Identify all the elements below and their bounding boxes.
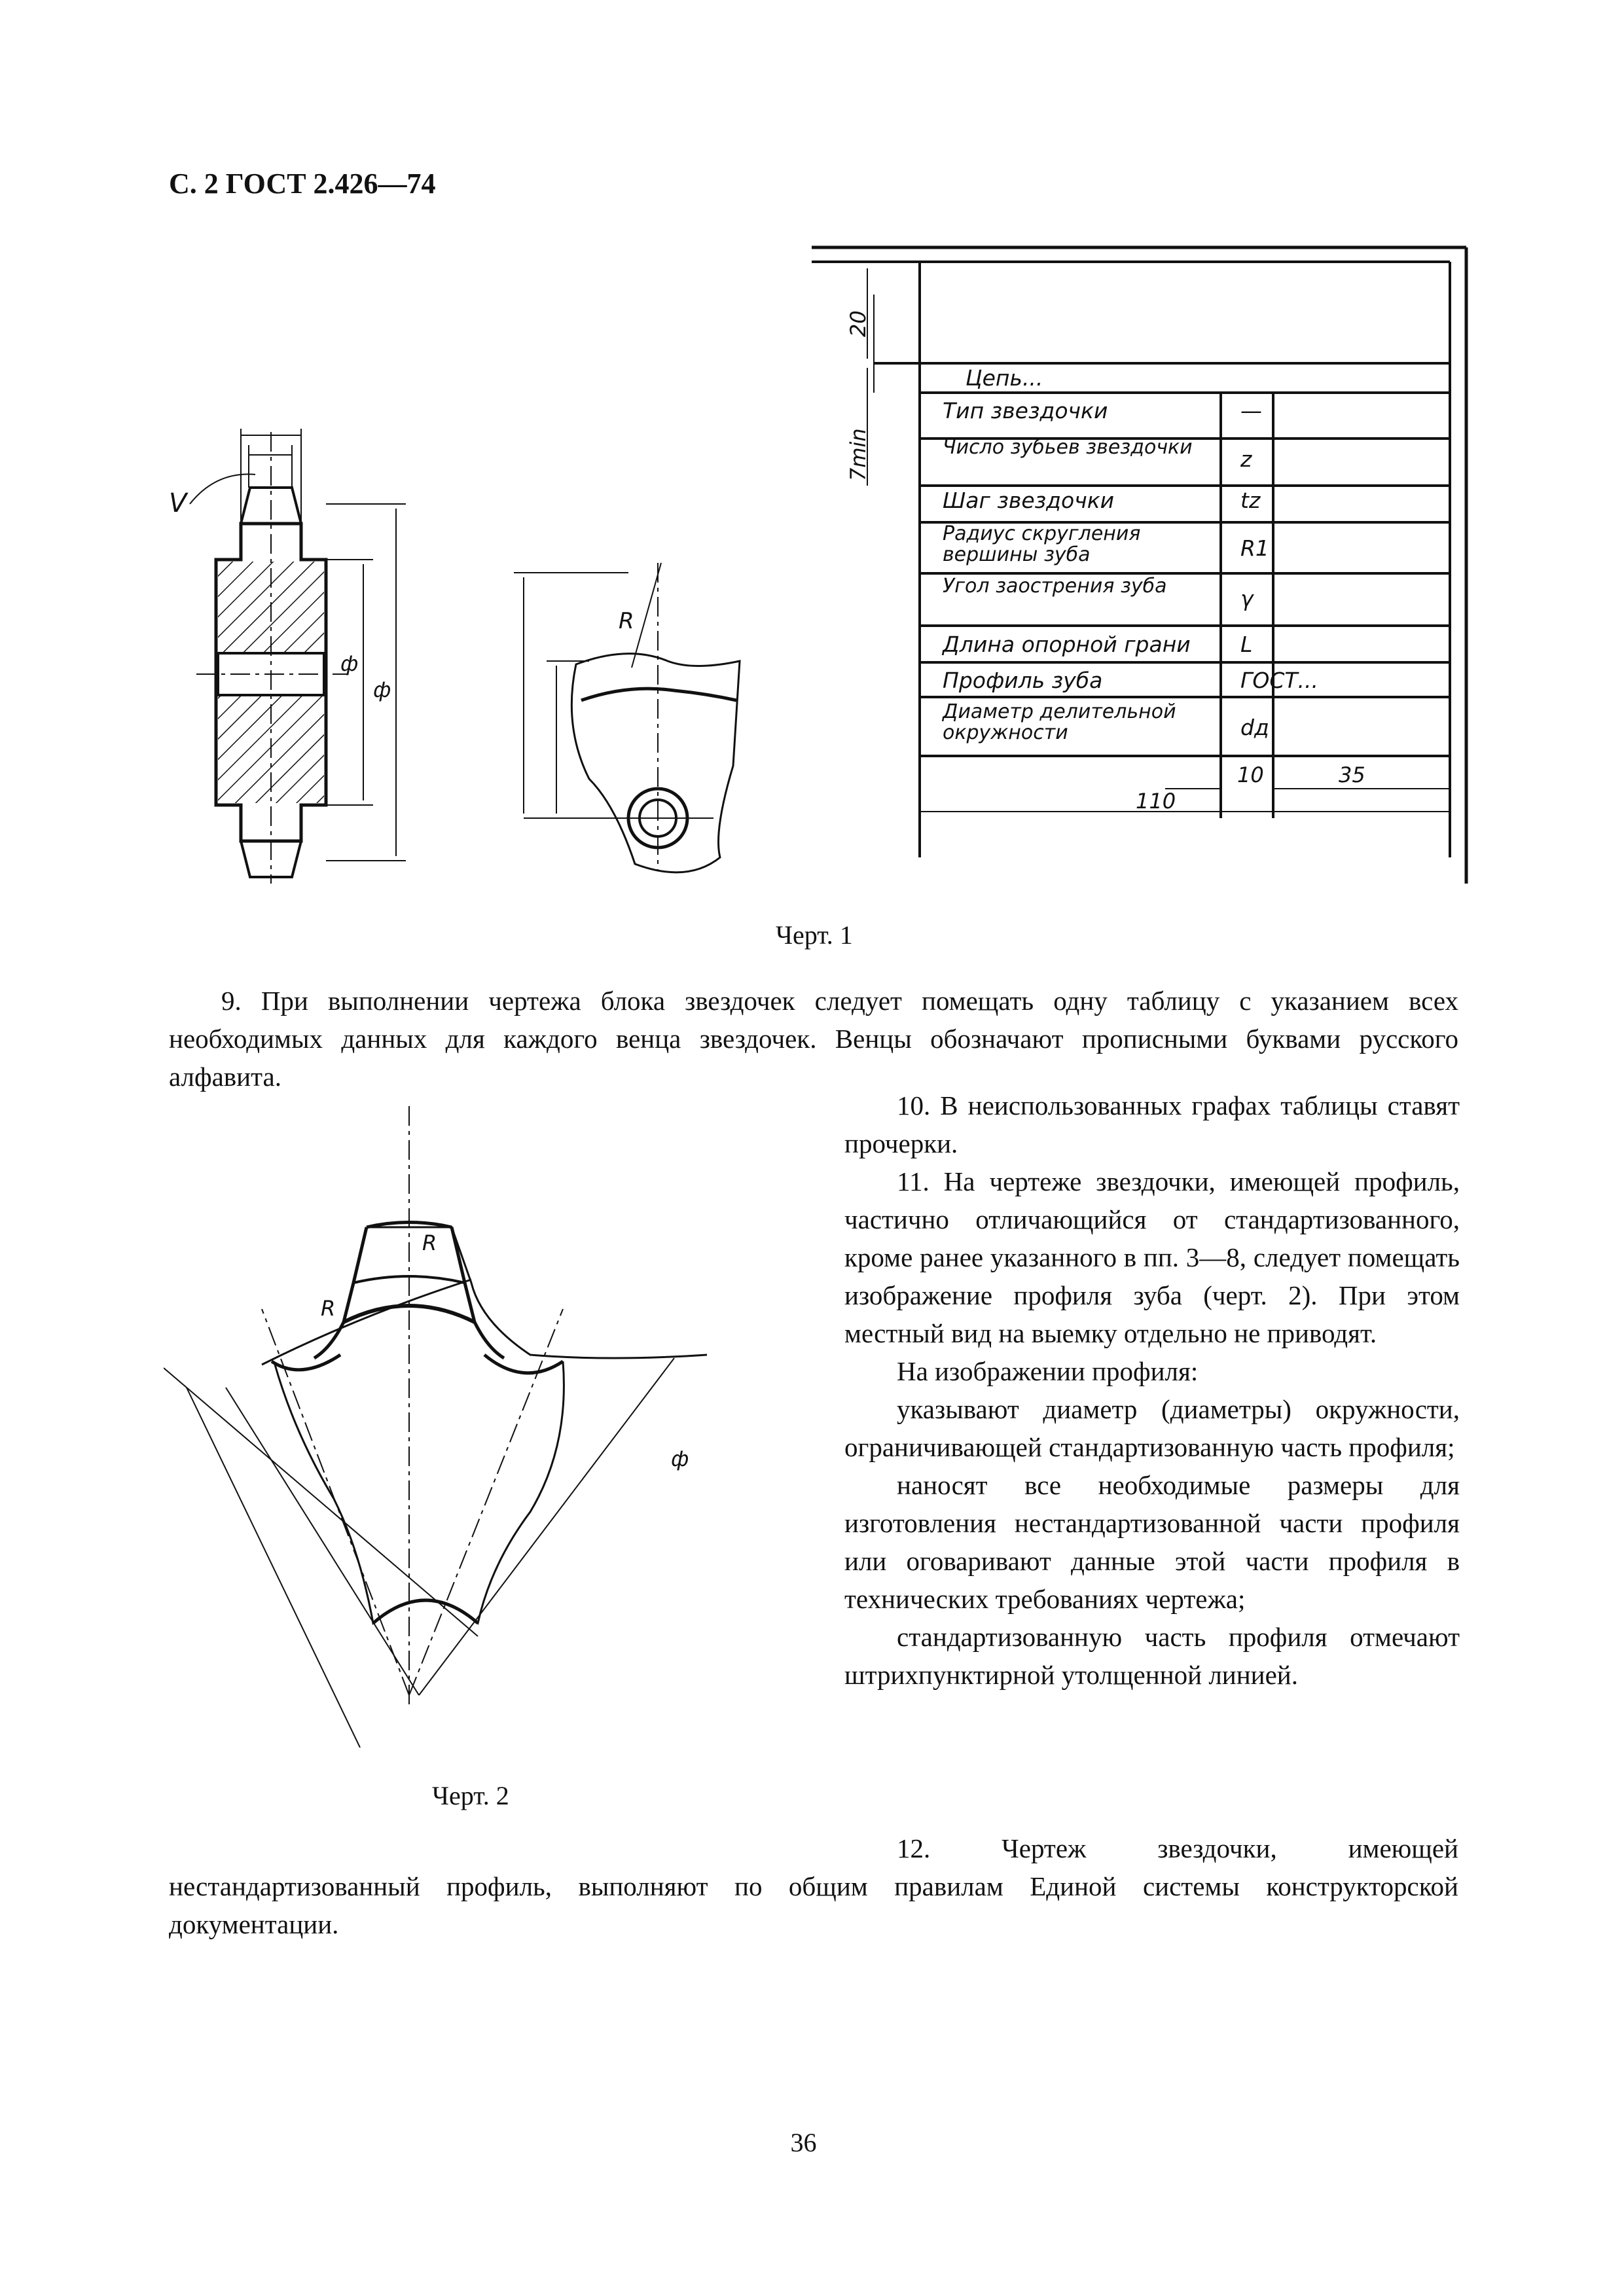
fig2-radius-left: R xyxy=(321,1296,336,1321)
table-row-symbol: γ xyxy=(1240,586,1254,611)
paragraph-11d: стандартизованную часть профиля отмечают штрихпунктирной утолщенной линией. xyxy=(844,1622,1460,1690)
diameter-label-1: ф xyxy=(340,651,359,676)
table-row-label: Шаг звездочки xyxy=(943,488,1115,513)
paragraph-12: 12. Чертеж звездочки, имеющей нестандартизованный профиль, выполняют по общим правилам Единой системы конструкторской документации. xyxy=(169,1833,1458,1939)
page-number: 36 xyxy=(790,2128,817,2157)
tooth-local-view xyxy=(514,563,740,872)
figure1-caption: Черт. 1 xyxy=(776,920,853,950)
table-row-symbol: ГОСТ... xyxy=(1240,668,1319,693)
table-row-label: Диаметр делительной окружности xyxy=(943,700,1176,744)
table-row-label: Длина опорной грани xyxy=(943,632,1191,657)
right-column-text xyxy=(844,1086,1460,1694)
paragraph-12-block xyxy=(169,1829,1458,1943)
table-row-symbol: z xyxy=(1240,446,1252,472)
tooth-radius-label: R xyxy=(619,608,634,634)
table-row-symbol: R1 xyxy=(1240,535,1269,561)
table-row-symbol: — xyxy=(1240,398,1262,423)
dim-col1-width: 10 xyxy=(1237,762,1264,787)
paragraph-11a: На изображении профиля: xyxy=(897,1356,1199,1386)
dim-total-width: 110 xyxy=(1136,789,1176,814)
table-row-symbol: L xyxy=(1240,632,1253,657)
table-row-label: Число зубьев звездочки xyxy=(943,436,1193,459)
page-header: С. 2 ГОСТ 2.426—74 xyxy=(169,168,436,200)
roughness-label: V xyxy=(169,488,187,518)
diameter-label-2: ф xyxy=(373,677,391,702)
table-row-symbol: dд xyxy=(1240,715,1269,740)
dim-row-height: 7min xyxy=(846,428,871,481)
paragraph-11: 11. На чертеже звездочки, имеющей профиль, частично отличающийся от стандартизованного, кроме ранее указанного в пп. 3—8, следует помещать изображение профиля зуба (черт. 2). При этом местный вид на выемку отдельно не приводят. xyxy=(844,1166,1460,1348)
paragraph-11b: указывают диаметр (диаметры) окружности, ограничивающей стандартизованную часть профиля; xyxy=(844,1394,1460,1462)
table-row-label: Профиль зуба xyxy=(943,668,1103,693)
dim-top-height: 20 xyxy=(846,310,871,337)
table-row-label: Угол заострения зуба xyxy=(943,575,1167,598)
table-title: Цепь... xyxy=(966,365,1043,391)
table-row-symbol: tz xyxy=(1240,488,1261,513)
tooth-profile-view xyxy=(164,1106,707,1748)
figure1-drawings xyxy=(157,412,746,884)
paragraph-9 xyxy=(169,982,1458,1096)
table-row-label: Тип звездочки xyxy=(943,398,1108,423)
table-row-label: Радиус скругления вершины зуба xyxy=(943,522,1141,566)
paragraph-11c: наносят все необходимые размеры для изготовления нестандартизованной части профиля или оговаривают данные этой части профиля в технических требованиях чертежа; xyxy=(844,1470,1460,1614)
sprocket-section-view xyxy=(169,429,406,884)
fig2-radius-top: R xyxy=(422,1230,437,1255)
paragraph-10: 10. В неиспользованных графах таблицы ставят прочерки. xyxy=(844,1090,1460,1158)
paragraph-9-text: 9. При выполнении чертежа блока звездочек следует помещать одну таблицу с указанием всех необходимых данных для каждого венца звездочек. Венцы обозначают прописными буквами русского алфавита. xyxy=(169,986,1458,1092)
dim-col2-width: 35 xyxy=(1339,762,1365,787)
fig2-diameter-label: ф xyxy=(671,1446,689,1471)
figure2-caption: Черт. 2 xyxy=(432,1781,509,1810)
figure2-drawing xyxy=(164,1106,838,1767)
